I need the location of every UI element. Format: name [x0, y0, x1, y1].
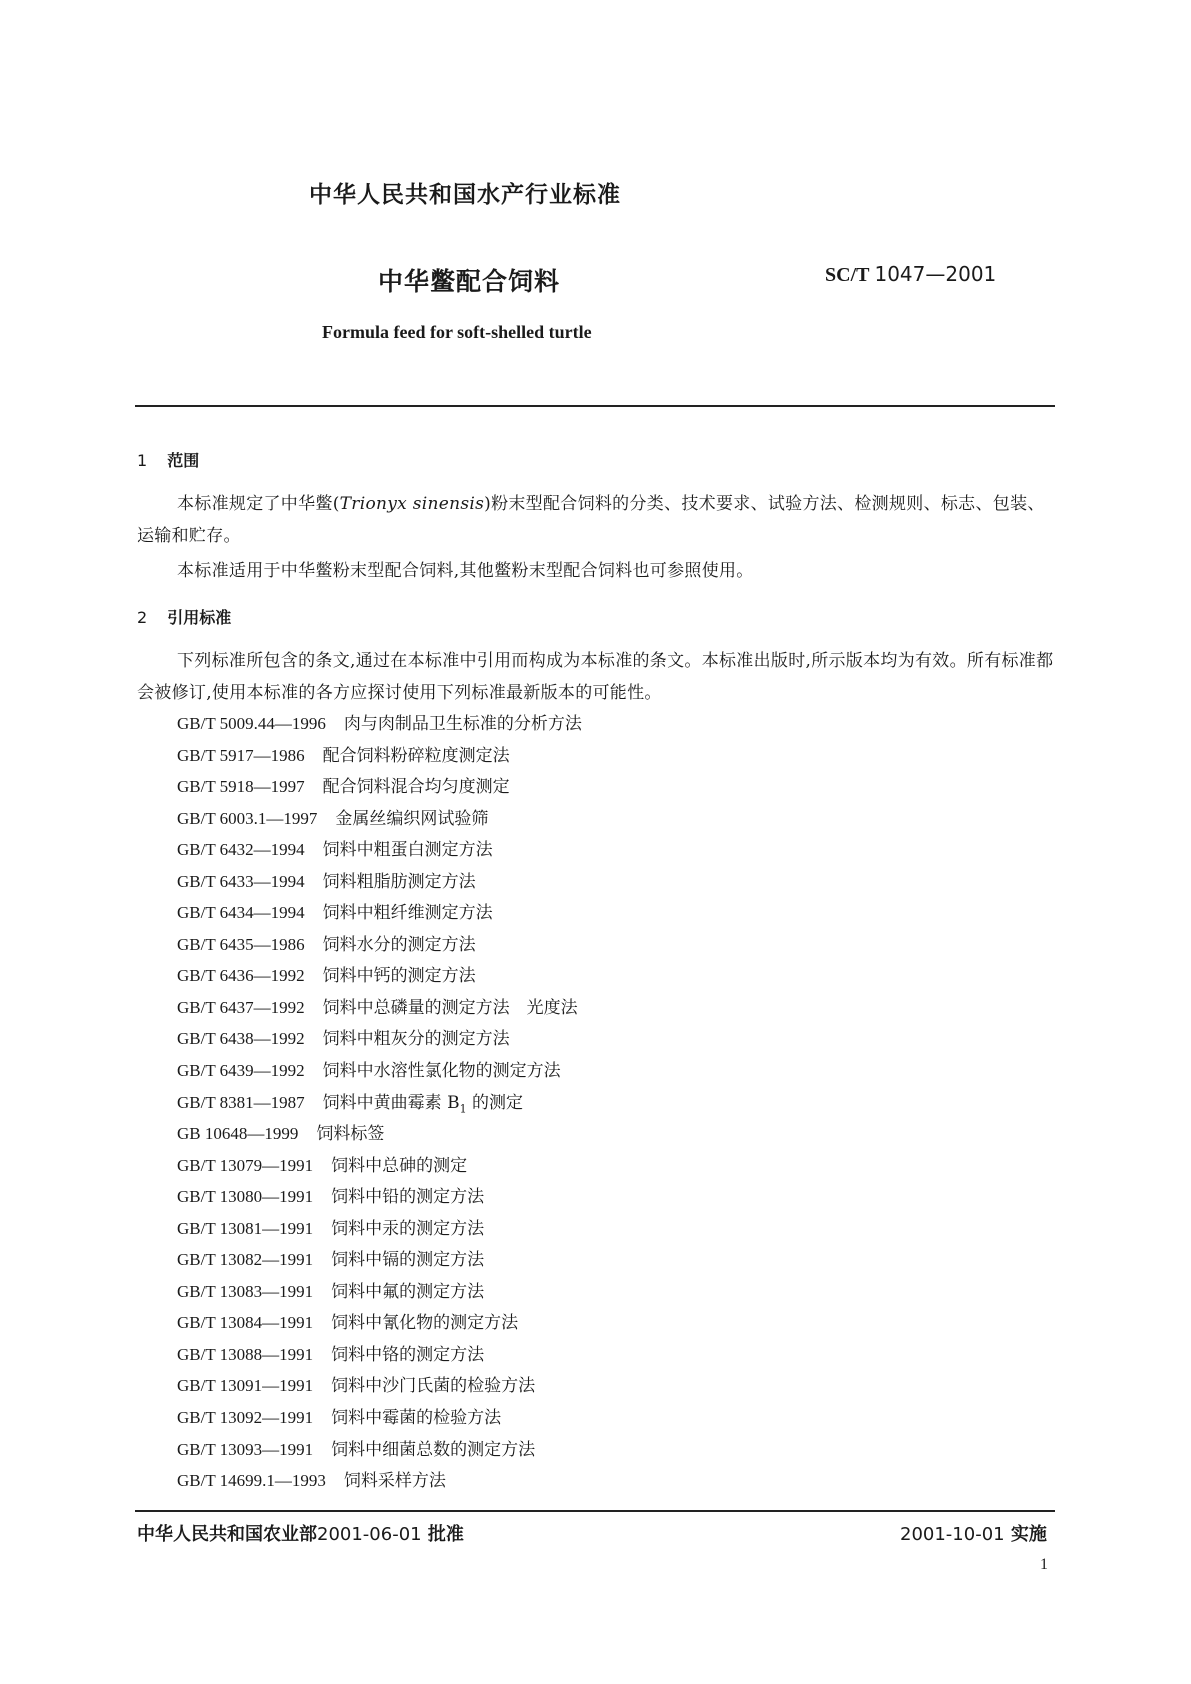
standard-number [825, 262, 996, 287]
reference-item [177, 929, 582, 961]
reference-item [177, 866, 582, 898]
reference-code: GB/T 5917—1986 [177, 745, 305, 765]
reference-code: GB/T 14699.1—1993 [177, 1471, 326, 1491]
references-intro [137, 645, 1057, 709]
doc-title: 中华鳖配合饲料 [378, 267, 561, 296]
reference-title: 饲料中氰化物的测定方法 [331, 1313, 519, 1334]
header-divider [135, 405, 1055, 407]
reference-code: GB/T 6439—1992 [177, 1061, 305, 1081]
reference-title: 饲料中细菌总数的测定方法 [331, 1439, 536, 1460]
approval-org: 中华人民共和国农业部 [137, 1524, 317, 1545]
reference-code: GB/T 13083—1991 [177, 1281, 314, 1301]
reference-item [177, 1307, 582, 1339]
reference-item [177, 740, 582, 772]
reference-code: GB/T 13091—1991 [177, 1376, 314, 1396]
reference-item [177, 708, 582, 740]
reference-title: 饲料中水溶性氯化物的测定方法 [322, 1061, 561, 1082]
reference-item [177, 1244, 582, 1276]
reference-title-tail: 的测定 [466, 1092, 523, 1113]
reference-item [177, 803, 582, 835]
reference-title: 金属丝编织网试验筛 [335, 808, 489, 829]
reference-item [177, 1213, 582, 1245]
scope-p1-before: 本标准规定了中华鳖( [177, 494, 340, 514]
reference-code: GB/T 6436—1992 [177, 966, 305, 986]
reference-item [177, 1023, 582, 1055]
reference-item [177, 1181, 582, 1213]
reference-item [177, 1370, 582, 1402]
reference-title: 饲料中总砷的测定 [331, 1155, 468, 1176]
reference-title: 饲料标签 [316, 1124, 385, 1145]
reference-title: 饲料粗脂肪测定方法 [322, 871, 476, 892]
reference-title: 饲料中钙的测定方法 [322, 966, 476, 987]
reference-item [177, 771, 582, 803]
reference-title: 配合饲料混合均匀度测定 [322, 777, 510, 798]
effective-date: 2001-10-01 [900, 1524, 1005, 1545]
reference-title: 饲料中霉菌的检验方法 [331, 1408, 502, 1429]
reference-item [177, 1087, 582, 1119]
reference-subscript: 1 [459, 1101, 467, 1115]
reference-code: GB/T 6434—1994 [177, 903, 305, 923]
reference-item [177, 1150, 582, 1182]
reference-code: GB/T 6433—1994 [177, 871, 305, 891]
reference-item [177, 1465, 582, 1497]
english-title: Formula feed for soft-shelled turtle [322, 322, 592, 342]
reference-title: 饲料中镉的测定方法 [331, 1250, 485, 1271]
reference-code: GB/T 13084—1991 [177, 1313, 314, 1333]
reference-title: 饲料水分的测定方法 [322, 934, 476, 955]
reference-item [177, 1118, 582, 1150]
reference-code: GB/T 13093—1991 [177, 1439, 314, 1459]
footer-divider [135, 1510, 1055, 1512]
scope-p1-after: )粉末型配合饲料的分类、技术要求、试验方法、检测规则、标志、包装、运输和贮存。 [137, 494, 1045, 546]
reference-code: GB/T 13080—1991 [177, 1187, 314, 1207]
effective-line [900, 1520, 1047, 1546]
standard-prefix: SC/T [825, 264, 870, 286]
scope-paragraph-1 [137, 488, 1057, 552]
org-title: 中华人民共和国水产行业标准 [309, 182, 621, 208]
scope-paragraph-2: 本标准适用于中华鳖粉末型配合饲料,其他鳖粉末型配合饲料也可参照使用。 [177, 561, 754, 581]
reference-code: GB/T 13079—1991 [177, 1155, 314, 1175]
reference-code: GB/T 8381—1987 [177, 1092, 305, 1112]
section-2-number: 2 [137, 608, 148, 627]
reference-title: 饲料中粗蛋白测定方法 [322, 840, 493, 861]
reference-item [177, 960, 582, 992]
reference-title: 配合饲料粉碎粒度测定法 [322, 745, 510, 766]
reference-list [177, 708, 582, 1497]
reference-item [177, 1339, 582, 1371]
standard-number-value: 1047—2001 [874, 262, 997, 286]
reference-title: 饲料中黄曲霉素 B [322, 1092, 460, 1113]
section-2-title: 引用标准 [167, 608, 232, 627]
reference-code: GB/T 6003.1—1997 [177, 808, 318, 828]
reference-title: 饲料中总磷量的测定方法 光度法 [322, 997, 578, 1018]
reference-title: 饲料中沙门氏菌的检验方法 [331, 1376, 536, 1397]
page-number: 1 [1040, 1556, 1048, 1573]
reference-title: 饲料中氟的测定方法 [331, 1281, 485, 1302]
approval-date: 2001-06-01 [317, 1524, 422, 1545]
section-1-heading [137, 448, 199, 471]
section-2-heading [137, 605, 231, 628]
section-1-number: 1 [137, 451, 148, 470]
reference-code: GB 10648—1999 [177, 1124, 299, 1144]
reference-title: 饲料采样方法 [343, 1471, 446, 1492]
reference-item [177, 1055, 582, 1087]
reference-code: GB/T 5918—1997 [177, 777, 305, 797]
reference-code: GB/T 13081—1991 [177, 1218, 314, 1238]
reference-code: GB/T 5009.44—1996 [177, 714, 326, 733]
reference-title: 饲料中铅的测定方法 [331, 1187, 485, 1208]
reference-title: 饲料中粗纤维测定方法 [322, 903, 493, 924]
references-intro-text: 下列标准所包含的条文,通过在本标准中引用而构成为本标准的条文。本标准出版时,所示版本均为有效。所有标准都会被修订,使用本标准的各方应探讨使用下列标准最新版本的可能性。 [137, 651, 1054, 703]
reference-title: 饲料中铬的测定方法 [331, 1344, 485, 1365]
reference-item [177, 897, 582, 929]
reference-code: GB/T 13088—1991 [177, 1344, 314, 1364]
reference-code: GB/T 13082—1991 [177, 1250, 314, 1270]
reference-code: GB/T 6437—1992 [177, 997, 305, 1017]
reference-code: GB/T 6432—1994 [177, 840, 305, 860]
reference-item [177, 1434, 582, 1466]
scope-p1-latin-name: Trionyx sinensis [339, 494, 485, 514]
reference-code: GB/T 6435—1986 [177, 934, 305, 954]
reference-item [177, 834, 582, 866]
approval-label: 批准 [427, 1524, 464, 1545]
section-1-title: 范围 [167, 451, 200, 470]
reference-code: GB/T 6438—1992 [177, 1029, 305, 1049]
reference-title: 肉与肉制品卫生标准的分析方法 [343, 714, 582, 734]
reference-code: GB/T 13092—1991 [177, 1408, 314, 1428]
approval-line [137, 1520, 464, 1546]
reference-title: 饲料中汞的测定方法 [331, 1218, 485, 1239]
reference-item [177, 1276, 582, 1308]
reference-item [177, 1402, 582, 1434]
reference-title: 饲料中粗灰分的测定方法 [322, 1029, 510, 1050]
effective-label: 实施 [1010, 1524, 1047, 1545]
reference-item [177, 992, 582, 1024]
